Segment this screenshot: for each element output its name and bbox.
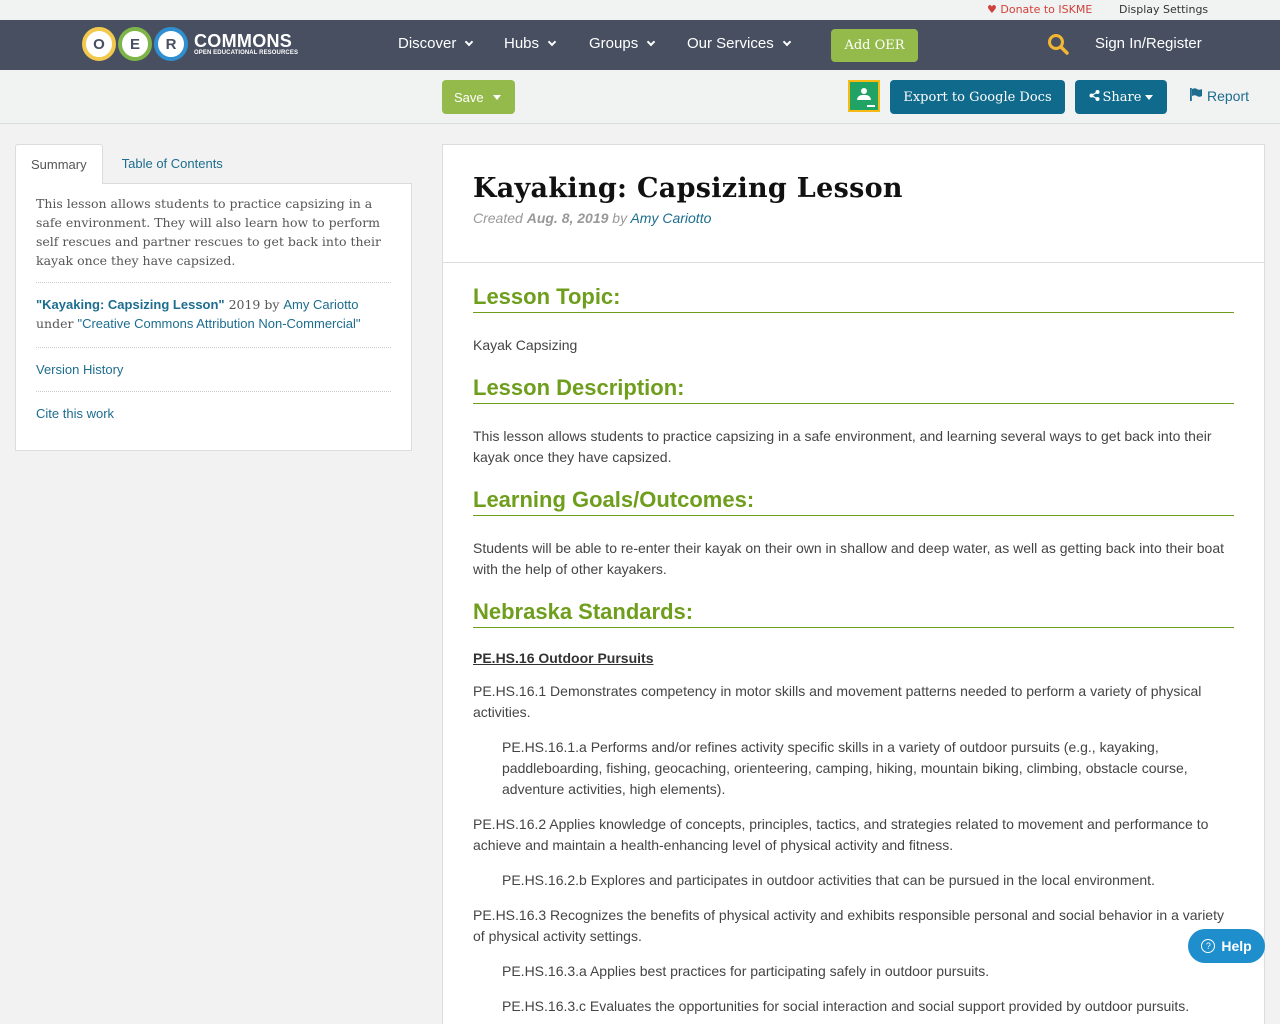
heading-learning-goals: Learning Goals/Outcomes: — [473, 486, 1234, 516]
chevron-down-icon — [465, 38, 473, 46]
lesson-content — [442, 144, 1265, 1024]
standard-item: PE.HS.16.1 Demonstrates competency in motor skills and movement patterns needed to perform a variety of physical activities. — [473, 683, 1202, 720]
cite-this-work-link[interactable]: Cite this work — [36, 406, 115, 421]
author-link[interactable]: Amy Cariotto — [630, 210, 712, 226]
share-icon — [1089, 90, 1100, 105]
google-classroom-icon[interactable] — [848, 80, 880, 112]
main-navbar — [0, 20, 1280, 70]
logo-ring-e: E — [118, 27, 152, 61]
attribution-title-link[interactable]: "Kayaking: Capsizing Lesson" — [36, 297, 225, 312]
report-link[interactable]: Report — [1190, 88, 1249, 104]
standard-item: PE.HS.16.1.a Performs and/or refines activity specific skills in a variety of outdoor pursuits (e.g., kayaking, paddleboarding, fishing, geocaching, orienteering, camping, hiking, mountain biking, climbing, obstacle course, adventure activities, high elements). — [502, 739, 1188, 797]
standard-item: PE.HS.16.2 Applies knowledge of concepts, principles, tactics, and strategies related to movement and performance to achieve and maintain a health-enhancing level of physical activity and fitness. — [473, 816, 1209, 853]
logo-wordmark: COMMONS OPEN EDUCATIONAL RESOURCES — [194, 31, 299, 56]
oer-commons-logo[interactable] — [82, 26, 298, 62]
learning-goals-text: Students will be able to re-enter their kayak on their own in shallow and deep water, as well as getting back into their boat with the help of other kayakers. — [473, 540, 1224, 577]
nav-hubs[interactable]: Hubs — [504, 35, 555, 52]
chevron-down-icon — [782, 38, 790, 46]
resource-toolbar — [0, 70, 1280, 124]
share-button[interactable]: Share — [1075, 80, 1167, 114]
tab-summary[interactable]: Summary — [15, 144, 103, 184]
chevron-down-icon — [647, 38, 655, 46]
chevron-down-icon — [548, 38, 556, 46]
standard-item: PE.HS.16.3 Recognizes the benefits of physical activity and exhibits responsible personal and social behavior in a variety of physical activity settings. — [473, 907, 1224, 944]
heading-lesson-topic: Lesson Topic: — [473, 283, 1234, 313]
question-circle-icon: ? — [1201, 939, 1215, 953]
attribution-author-link[interactable]: Amy Cariotto — [283, 297, 359, 312]
lesson-body — [443, 263, 1264, 1017]
standard-item: PE.HS.16.2.b Explores and participates in outdoor activities that can be pursued in the local environment. — [502, 872, 1155, 888]
nav-our-services[interactable]: Our Services — [687, 35, 790, 52]
tab-table-of-contents[interactable]: Table of Contents — [121, 156, 223, 171]
lesson-header — [443, 145, 1264, 263]
lesson-description-text: This lesson allows students to practice capsizing in a safe environment, and learning several ways to get back into their kayak once they have capsized. — [473, 428, 1212, 465]
add-oer-button[interactable]: Add OER — [831, 29, 918, 62]
standard-item: PE.HS.16.3.a Applies best practices for participating safely in outdoor pursuits. — [502, 963, 990, 979]
created-meta: Created Aug. 8, 2019 by Amy Cariotto — [473, 210, 712, 226]
logo-ring-o: O — [82, 27, 116, 61]
save-button[interactable]: Save — [442, 80, 515, 114]
standard-group-title: PE.HS.16 Outdoor Pursuits — [473, 650, 654, 666]
attribution: "Kayaking: Capsizing Lesson" 2019 by Amy Cariotto under "Creative Commons Attribution Non-Commercial" — [36, 283, 391, 348]
flag-icon — [1190, 88, 1203, 104]
heart-icon: ♥ — [987, 3, 997, 16]
utility-bar — [0, 0, 1280, 20]
heading-nebraska-standards: Nebraska Standards: — [473, 598, 1234, 628]
resource-sidebar — [15, 144, 412, 451]
caret-down-icon — [493, 95, 501, 100]
sidebar-tabs — [15, 144, 412, 184]
donate-link[interactable]: ♥ Donate to ISKME — [987, 3, 1093, 16]
standard-item: PE.HS.16.3.c Evaluates the opportunities for social interaction and social support provided by outdoor pursuits. — [502, 998, 1190, 1014]
page-title: Kayaking: Capsizing Lesson — [473, 173, 903, 204]
lesson-topic-text: Kayak Capsizing — [473, 337, 578, 353]
nav-groups[interactable]: Groups — [589, 35, 654, 52]
heading-lesson-description: Lesson Description: — [473, 374, 1234, 404]
created-date: Aug. 8, 2019 — [526, 210, 609, 226]
sign-in-register-link[interactable]: Sign In/Register — [1095, 35, 1202, 52]
search-icon[interactable] — [1047, 33, 1069, 55]
display-settings-link[interactable]: Display Settings — [1119, 3, 1209, 16]
export-google-docs-button[interactable]: Export to Google Docs — [890, 80, 1065, 114]
license-link[interactable]: "Creative Commons Attribution Non-Commercial" — [77, 316, 361, 331]
nav-discover[interactable]: Discover — [398, 35, 472, 52]
summary-description: This lesson allows students to practice capsizing in a safe environment. They will also learn how to perform self rescues and partner rescues to get back into their kayak once they have capsized. — [36, 194, 391, 283]
summary-panel — [15, 183, 412, 451]
logo-ring-r: R — [154, 27, 188, 61]
help-button[interactable]: ? Help — [1188, 929, 1265, 963]
version-history-link[interactable]: Version History — [36, 348, 391, 392]
caret-down-icon — [1145, 95, 1153, 100]
